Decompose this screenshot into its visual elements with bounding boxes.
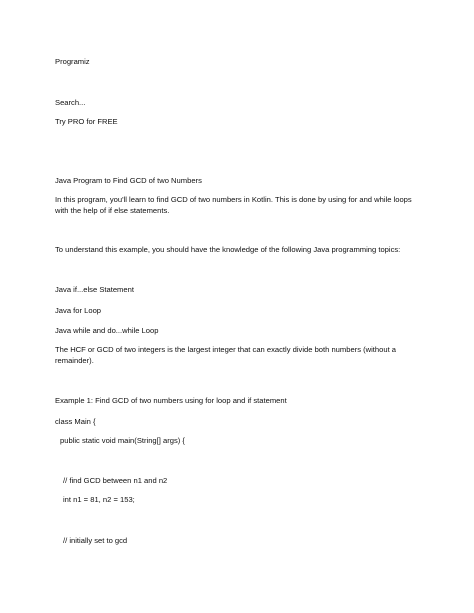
topic-for-loop: Java for Loop xyxy=(55,306,102,315)
topic-if-else: Java if...else Statement xyxy=(55,285,134,294)
hcf-definition: The HCF or GCD of two integers is the largest integer that can exactly divide both numbers (without a remainder). xyxy=(55,345,397,365)
topic-while-loop: Java while and do...while Loop xyxy=(55,326,159,335)
example-heading: Example 1: Find GCD of two numbers using for loop and if statement xyxy=(55,396,287,405)
code-line: // initially set to gcd xyxy=(63,536,128,545)
code-line: class Main { xyxy=(55,417,96,426)
code-line: public static void main(String[] args) { xyxy=(60,436,185,445)
code-line: // find GCD between n1 and n2 xyxy=(63,476,168,485)
promo-text: Try PRO for FREE xyxy=(55,117,118,126)
article-title: Java Program to Find GCD of two Numbers xyxy=(55,176,202,185)
search-text: Search... xyxy=(55,98,86,107)
prerequisites-intro: To understand this example, you should have the knowledge of the following Java programming topics: xyxy=(55,245,401,254)
article-intro: In this program, you'll learn to find GCD of two numbers in Kotlin. This is done by using for and while loops with the help of if else statements. xyxy=(55,195,412,215)
code-line: int n1 = 81, n2 = 153; xyxy=(63,495,135,504)
site-name: Programiz xyxy=(55,57,90,66)
